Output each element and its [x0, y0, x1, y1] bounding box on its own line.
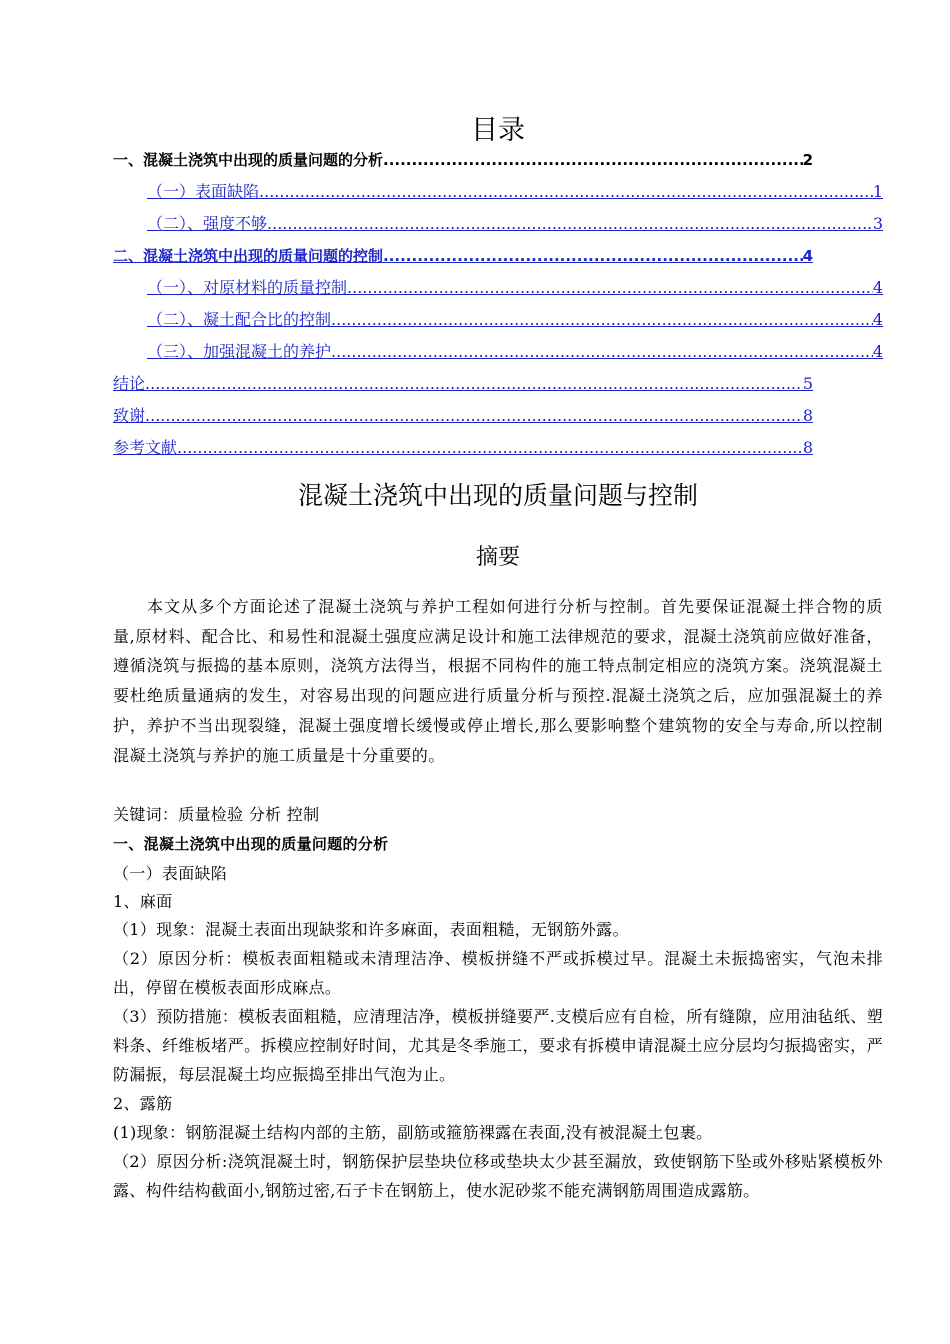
paragraph: （2）原因分析：模板表面粗糙或未清理洁净、模板拼缝不严或拆模过早。混凝土未振捣密实，气泡未排出，停留在模板表面形成麻点。: [113, 949, 883, 997]
abstract-heading: 摘要: [475, 545, 520, 570]
toc-entry-page: 2: [802, 151, 813, 169]
toc-entry-label: 二、混凝土浇筑中出现的质量问题的控制: [113, 247, 384, 265]
toc-entry[interactable]: [147, 306, 883, 330]
toc-entry-label: （三）、加强混凝土的养护: [147, 342, 332, 361]
toc-entry-page: 4: [872, 278, 883, 297]
paragraph: (1)现象：钢筋混凝土结构内部的主筋，副筋或箍筋裸露在表面,没有被混凝土包裹。: [113, 1123, 713, 1142]
toc-entry-label: 参考文献: [113, 438, 178, 457]
item-heading: 1、麻面: [113, 892, 173, 911]
toc-entry[interactable]: [147, 274, 883, 298]
toc-entry-page: 8: [802, 406, 813, 425]
toc-title: 目录: [471, 115, 525, 146]
toc-leader: [177, 438, 803, 458]
toc-entry[interactable]: [147, 210, 883, 234]
toc-leader: [145, 406, 803, 426]
document-title: 混凝土浇筑中出现的质量问题与控制: [297, 481, 698, 510]
paragraph: （1）现象：混凝土表面出现缺浆和许多麻面，表面粗糙，无钢筋外露。: [113, 920, 629, 939]
paragraph: （2）原因分析:浇筑混凝土时，钢筋保护层垫块位移或垫块太少甚至漏放，致使钢筋下坠或外移贴紧模板外露、构件结构截面小,钢筋过密,石子卡在钢筋上，使水泥砂浆不能充满钢筋周围造成露筋。: [113, 1152, 883, 1200]
toc-entry-page: 4: [802, 247, 813, 265]
toc-entry-page: 5: [802, 374, 813, 393]
toc-entry[interactable]: [113, 370, 813, 394]
toc-entry-page: 8: [802, 438, 813, 457]
toc-leader: [331, 342, 873, 362]
item-heading: 2、露筋: [113, 1094, 173, 1113]
toc-entry-label: （一）表面缺陷: [147, 182, 260, 201]
toc-entry-page: 1: [872, 182, 883, 201]
toc-entry-label: （一）、对原材料的质量控制: [147, 278, 348, 297]
toc-entry[interactable]: [113, 402, 813, 426]
toc-leader: [383, 150, 803, 170]
toc-entry-page: 4: [872, 342, 883, 361]
toc-entry-label: （二）、强度不够: [147, 214, 268, 233]
toc-entry-label: 结论: [113, 374, 146, 393]
toc-entry[interactable]: [113, 434, 813, 458]
toc-entry-page: 4: [872, 310, 883, 329]
toc-entry-page: 3: [872, 214, 883, 233]
toc-entry[interactable]: [113, 242, 813, 266]
toc-leader: [331, 310, 873, 330]
toc-leader: [259, 182, 873, 202]
toc-entry-label: （二）、凝土配合比的控制: [147, 310, 332, 329]
toc-leader: [347, 278, 873, 298]
toc-leader: [267, 214, 873, 234]
subsection-heading: （一）表面缺陷: [113, 864, 228, 883]
toc-entry[interactable]: [113, 146, 813, 170]
toc-entry-label: 致谢: [113, 406, 146, 425]
paragraph: （3）预防措施：模板表面粗糙，应清理洁净，模板拼缝要严.支模后应有自检，所有缝隙，应用油毡纸、塑料条、纤维板堵严。拆模应控制好时间，尤其是冬季施工，要求有拆模申请混凝土应分层均匀振捣密实，严防漏振，每层混凝土均应振捣至排出气泡为止。: [113, 1007, 883, 1084]
toc-entry-label: 一、混凝土浇筑中出现的质量问题的分析: [113, 151, 384, 169]
abstract-paragraph: 本文从多个方面论述了混凝土浇筑与养护工程如何进行分析与控制。首先要保证混凝土拌合物的质量,原材料、配合比、和易性和混凝土强度应满足设计和施工法律规范的要求，混凝土浇筑前应做好准备，遵循浇筑与振捣的基本原则，浇筑方法得当，根据不同构件的施工特点制定相应的浇筑方案。浇筑混凝土要杜绝质量通病的发生，对容易出现的问题应进行质量分析与预控.混凝土浇筑之后，应加强混凝土的养护，养护不当出现裂缝，混凝土强度增长缓慢或停止增长,那么要影响整个建筑物的安全与寿命,所以控制混凝土浇筑与养护的施工质量是十分重要的。: [113, 597, 883, 765]
section-heading: 一、混凝土浇筑中出现的质量问题的分析: [113, 835, 389, 853]
toc-leader: [383, 246, 803, 266]
toc-entry[interactable]: [147, 178, 883, 202]
keywords-line: 关键词：质量检验 分析 控制: [113, 805, 320, 824]
toc-leader: [145, 374, 803, 394]
toc-entry[interactable]: [147, 338, 883, 362]
